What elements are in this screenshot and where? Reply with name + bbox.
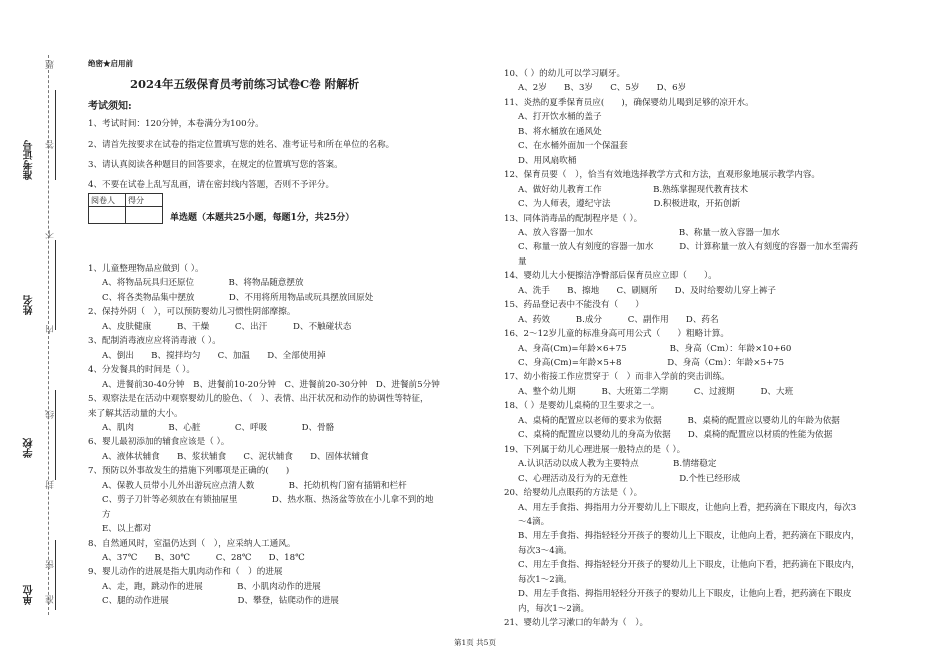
question-line: 16、2～12岁儿童的标准身高可用公式（ ）粗略计算。 (504, 329, 729, 340)
unit-label: 单位 (24, 585, 35, 605)
section-title: 单选题（本题共25小题，每题1分，共25分） (170, 213, 355, 223)
question-line: C、为人师表，遵纪守法 D.积极进取，开拓创新 (518, 199, 741, 210)
question-line: C、身高(Cm)=年龄×5+8 D、身高（Cm）：年龄×5+75 (518, 358, 785, 368)
question-line: A、整个幼儿期 B、大班第二学期 C、过渡期 D、大班 (518, 386, 794, 397)
notice-item: 4、不要在试卷上乱写乱画，请在密封线内答题，否则不予评分。 (88, 180, 335, 190)
question-line: A、洗手 B、擦地 C、刷厕所 D、及时给婴幼儿穿上裤子 (518, 285, 777, 296)
question-line: A、皮肤健康 B、干燥 C、出汗 D、不触碰状态 (102, 321, 352, 332)
seal-mark-7: 密 (46, 560, 56, 569)
question-line: 9、婴儿动作的进展是指大肌肉动作和（ ）的进展 (88, 567, 283, 578)
exam-number-field[interactable] (55, 90, 56, 180)
question-line: D、用风扇吹桶 (518, 155, 577, 166)
question-line: C、称量一放人有刻度的容器一加水 D、计算称量一放入有刻度的容器一加水至需药 (518, 242, 859, 253)
question-line: 10、（ ）的幼儿可以学习刷牙。 (504, 69, 626, 79)
question-line: 19、下列属于幼儿心理进展一般特点的是（ ）。 (504, 444, 686, 455)
question-line: 11、炎热的夏季保育员应( )，确保婴幼儿喝到足够的凉开水。 (504, 97, 754, 108)
question-line: 18、（ ）是婴幼儿桌椅的卫生要求之一。 (504, 401, 660, 412)
question-line: C、将各类物品集中摆放 D、不用将所用物品或玩具摆放回原处 (102, 292, 374, 303)
grader-header: 阅卷人 (89, 194, 126, 207)
question-line: B、用左手食指、拇指轻轻分开孩子的婴幼儿上下眼皮，让他向上看，把药滴在下眼皮内， (518, 531, 860, 542)
question-line: 每次1～2滴。 (518, 574, 572, 585)
question-line: 17、幼小衔接工作应贯穿于（ ）而非入学前的突击训练。 (504, 372, 730, 383)
question-line: A、液体状辅食 B、浆状辅食 C、泥状辅食 D、固体状辅食 (102, 451, 369, 462)
page-footer: 第1页 共5页 (454, 638, 496, 647)
notice-item: 1、考试时间：120分钟，本卷满分为100分。 (88, 119, 264, 129)
question-line: 7、预防以外事故发生的措施下列哪项是正确的( ) (88, 466, 290, 477)
binding-margin (0, 0, 72, 671)
question-line: E、以上都对 (102, 524, 152, 535)
question-line: ～4滴。 (518, 516, 550, 527)
question-line: A、身高(Cm)=年龄×6+75 B、身高（Cm）：年龄×10+60 (518, 343, 792, 354)
question-line: B、将水桶放在通风处 (518, 126, 602, 137)
exam-number-label: 准考证号 (24, 140, 35, 180)
question-line: C、心理活动及行为的无意性 D.个性已经形成 (518, 473, 741, 484)
question-line: 5、观察法是在活动中观察婴幼儿的脸色、（ ）、表情、出汗状况和动作的协调性等特征， (88, 394, 429, 405)
question-line: D、用左手食指、拇指用轻轻分开孩子的婴幼儿上下眼皮，让他向上看，把药滴在下眼皮 (518, 589, 852, 600)
question-line: A、保教人员带小儿外出游玩应点清人数 B、托幼机构门窗有插销和栏杆 (102, 480, 407, 491)
question-line: A、2岁 B、3岁 C、5岁 D、6岁 (518, 83, 687, 94)
score-header: 得分 (126, 194, 163, 207)
score-table (88, 193, 163, 224)
question-line: 1、儿童整理物品应做到（ ）。 (88, 264, 204, 274)
question-line: A.认识活动以成人教为主要特点 B.情绪稳定 (518, 459, 717, 470)
question-line: A、倒出 B、搅拌均匀 C、加温 D、全部使用掉 (102, 350, 326, 361)
question-line: 8、自然通风时，室温仍达到（ ），应采纳人工通风。 (88, 538, 296, 549)
question-line: A、走，跑，跳动作的进展 B、小肌肉动作的进展 (102, 581, 321, 592)
score-cell[interactable] (126, 207, 163, 224)
question-line: 6、婴儿最初添加的辅食应该是（ ）。 (88, 437, 230, 448)
question-line: 内，每次1～2滴。 (518, 603, 590, 614)
seal-mark-8: 准 (46, 595, 56, 604)
question-line: A、肌肉 B、心脏 C、呼吸 D、骨骼 (102, 422, 335, 433)
question-line: 来了解其活动量的大小。 (88, 408, 183, 419)
notice-item: 2、请首先按要求在试卷的指定位置填写您的姓名、准考证号和所在单位的名称。 (88, 140, 395, 150)
name-field[interactable] (55, 240, 56, 330)
seal-line (48, 55, 49, 615)
name-label: 姓名 (24, 295, 35, 315)
notice-item: 3、请认真阅读各种题目的回答要求，在规定的位置填写您的答案。 (88, 160, 343, 170)
question-line: 3、配制消毒液应应将消毒液（ ）。 (88, 336, 221, 347)
question-line: C、腿的动作进展 D、攀登，钻爬动作的进展 (102, 596, 339, 607)
question-line: A、桌椅的配置应以老师的要求为依据 B、桌椅的配置应以婴幼儿的年龄为依据 (518, 415, 840, 426)
question-line: A、打开饮水桶的盖子 (518, 112, 602, 123)
question-line: 方 (102, 509, 111, 520)
question-line: 21、婴幼儿学习漱口的年龄为（ ）。 (504, 618, 649, 629)
question-line: A、37℃ B、30℃ C、28℃ D、18℃ (102, 553, 305, 563)
question-line: 12、保育员要（ ），恰当有效地选择教学方式和方法，直观形象地展示教学内容。 (504, 170, 821, 181)
question-line: A、药效 B.成分 C、副作用 D、药名 (518, 314, 719, 325)
seal-mark-5: 线 (46, 410, 56, 419)
question-line: 4、分发餐具的时间是（ ）。 (88, 365, 196, 376)
question-line: A、放入容器一加水 B、称量一放入容器一加水 (518, 227, 780, 238)
seal-mark-2: 答 (46, 140, 56, 149)
question-line: A、将物品玩具归还原位 B、将物品随意摆放 (102, 278, 304, 289)
question-line: C、在水桶外面加一个保温套 (518, 141, 628, 152)
question-line: C、桌椅的配置应以婴幼儿的身高为依据 D、桌椅的配置应以材质的性能为依据 (518, 430, 833, 441)
question-line: A、用左手食指、拇指用力分开婴幼儿上下眼皮，让他向上看，把药滴在下眼皮内，每次3 (518, 502, 857, 513)
page-title: 2024年五级保育员考前练习试卷C卷 附解析 (130, 77, 360, 91)
secret-mark: 绝密★启用前 (88, 59, 133, 68)
grader-cell[interactable] (89, 207, 126, 224)
seal-mark-3: 不 (46, 230, 56, 239)
question-line: A、做好幼儿教育工作 B.熟练掌握现代教育技术 (518, 184, 749, 195)
question-line: 2、保持外阴（ ），可以预防婴幼儿习惯性阴部摩擦。 (88, 307, 296, 318)
question-line: 14、婴幼儿大小便擦洁净臀部后保育员应立即（ ）。 (504, 271, 717, 282)
seal-mark-4: 内 (46, 325, 56, 334)
question-line: A、进餐前30-40分钟 B、进餐前10-20分钟 C、进餐前20-30分钟 D、进餐前5分钟 (102, 379, 440, 390)
question-line: 量 (518, 256, 527, 267)
seal-mark-1: 题 (46, 60, 56, 69)
question-line: C、剪子刀针等必须放在有锁抽屉里 D、热水瓶、热汤盆等放在小儿拿不到的地 (102, 495, 434, 506)
question-line: C、用左手食指、拇指轻轻分开孩子的婴幼儿上下眼皮，让他向下看，把药滴在下眼皮内， (518, 560, 860, 571)
school-label: 学校 (24, 438, 35, 458)
question-line: 13、同体消毒品的配制程序是（ ）。 (504, 213, 643, 224)
question-line: 20、给婴幼儿点眼药的方法是（ ）。 (504, 488, 643, 499)
question-line: 15、药品登记表中不能没有（ ） (504, 300, 644, 311)
question-line: 每次3～4滴。 (518, 545, 572, 556)
unit-field[interactable] (55, 540, 56, 610)
notice-heading: 考试须知: (88, 101, 132, 112)
seal-mark-6: 封 (46, 480, 56, 489)
school-field[interactable] (55, 390, 56, 480)
